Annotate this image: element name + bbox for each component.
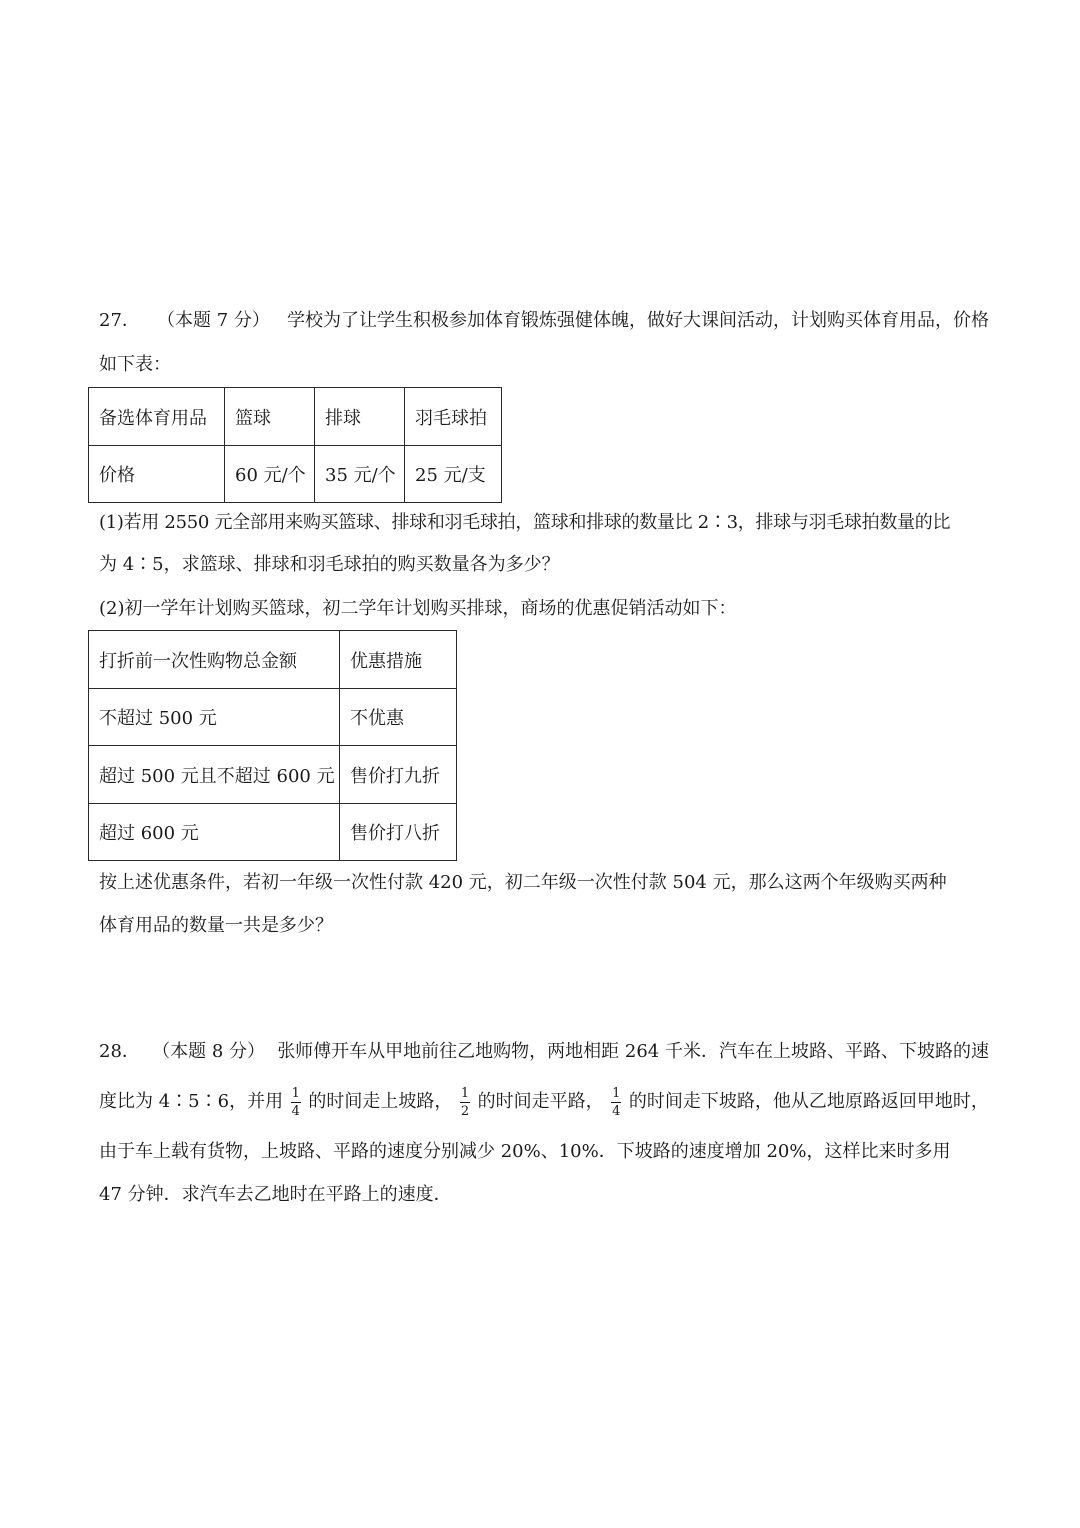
price-table-price-label: 价格 — [89, 446, 225, 503]
q28-line1-text: 张师傅开车从甲地前往乙地购物，两地相距 264 千米．汽车在上坡路、平路、下坡路的速 — [277, 1041, 989, 1062]
discount-header-measure: 优惠措施 — [340, 631, 457, 689]
price-table-item: 排球 — [315, 388, 405, 446]
discount-header-amount: 打折前一次性购物总金额 — [89, 631, 340, 689]
q27-stem-line1 — [99, 312, 989, 330]
q28-line2-c: 的时间走平路， — [477, 1091, 604, 1112]
discount-table-row — [89, 746, 457, 804]
q27-stem-text: 学校为了让学生积极参加体育锻炼强健体魄，做好大课间活动，计划购买体育用品，价格 — [287, 310, 989, 331]
discount-table-header-row — [89, 631, 457, 689]
discount-table-row — [89, 804, 457, 861]
fraction-one-half — [460, 1087, 470, 1118]
discount-measure: 售价打九折 — [340, 746, 457, 804]
q28-line1 — [99, 1043, 989, 1061]
q28-number: 28． — [99, 1041, 140, 1062]
q28-line2-b: 的时间走上坡路， — [308, 1091, 453, 1112]
fraction-denominator: 4 — [612, 1103, 621, 1119]
discount-amount: 不超过 500 元 — [89, 689, 340, 746]
q27-part2-line3: 体育用品的数量一共是多少？ — [99, 915, 333, 936]
discount-measure: 不优惠 — [340, 689, 457, 746]
discount-amount: 超过 600 元 — [89, 804, 340, 861]
price-table-item: 篮球 — [225, 388, 315, 446]
q28-line2-d: 的时间走下坡路，他从乙地原路返回甲地时， — [628, 1091, 989, 1112]
q28-line2 — [99, 1082, 989, 1122]
q28-line2-a: 度比为 4∶5∶6，并用 — [99, 1091, 284, 1112]
q27-part2-line2: 按上述优惠条件，若初一年级一次性付款 420 元，初二年级一次性付款 504 元，那么这两个年级购买两种 — [99, 872, 947, 893]
q27-number: 27． — [99, 310, 140, 331]
fraction-one-quarter — [291, 1087, 301, 1118]
fraction-denominator: 2 — [460, 1103, 470, 1119]
q27-part2-line1: (2)初一学年计划购买篮球，初二学年计划购买排球，商场的优惠促销活动如下： — [99, 598, 737, 619]
price-table-item: 羽毛球拍 — [405, 388, 502, 446]
fraction-denominator: 4 — [291, 1103, 300, 1119]
q27-points: （本题 7 分） — [157, 310, 270, 331]
q28-line4: 47 分钟．求汽车去乙地时在平路上的速度． — [99, 1184, 452, 1205]
q28-line3: 由于车上载有货物，上坡路、平路的速度分别减少 20%、10%．下坡路的速度增加 20%，这样比来时多用 — [99, 1141, 951, 1162]
price-table-price: 35 元/个 — [315, 446, 405, 503]
fraction-numerator: 1 — [612, 1085, 621, 1101]
price-table — [88, 387, 502, 503]
fraction-numerator: 1 — [291, 1085, 300, 1101]
q27-stem-line2: 如下表： — [99, 354, 171, 375]
price-table-price: 25 元/支 — [405, 446, 502, 503]
fraction-numerator: 1 — [460, 1085, 470, 1101]
fraction-one-quarter-2 — [611, 1087, 621, 1118]
q27-part1-line2: 为 4∶5，求篮球、排球和羽毛球拍的购买数量各为多少？ — [99, 554, 560, 575]
price-table-price: 60 元/个 — [225, 446, 315, 503]
q28-points: （本题 8 分） — [152, 1041, 265, 1062]
discount-measure: 售价打八折 — [340, 804, 457, 861]
discount-table — [88, 630, 457, 861]
price-table-price-row — [89, 446, 502, 503]
discount-amount: 超过 500 元且不超过 600 元 — [89, 746, 340, 804]
price-table-header-row — [89, 388, 502, 446]
q27-part1-line1: (1)若用 2550 元全部用来购买篮球、排球和羽毛球拍，篮球和排球的数量比 2∶3，排球与羽毛球拍数量的比 — [99, 512, 951, 533]
discount-table-row — [89, 689, 457, 746]
price-table-header-label: 备选体育用品 — [89, 388, 225, 446]
